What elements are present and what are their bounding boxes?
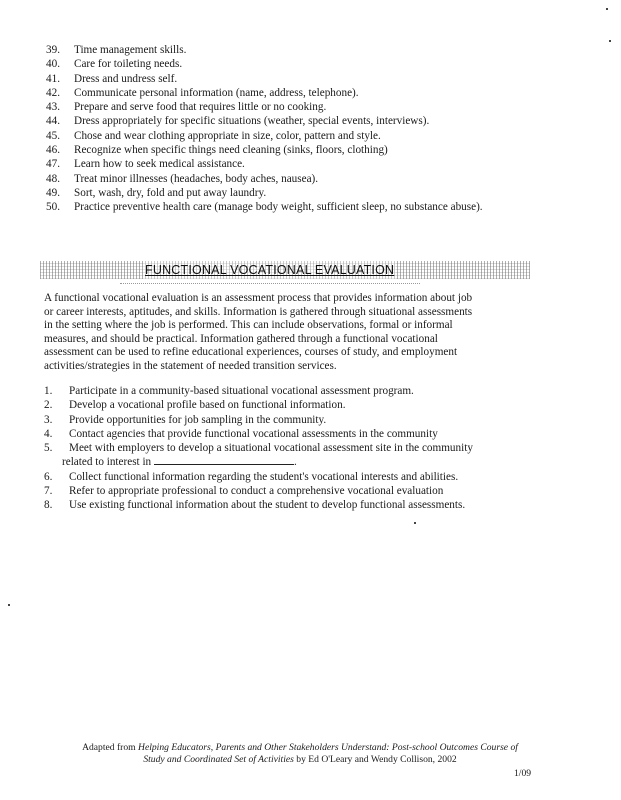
page-number: 1/09 bbox=[514, 768, 532, 779]
scan-speck bbox=[8, 604, 10, 606]
list-item: 45. Chose and wear clothing appropriate in size, color, pattern and style. bbox=[46, 129, 381, 142]
list-item: 7. Refer to appropriate professional to conduct a comprehensive vocational evaluation bbox=[44, 485, 444, 498]
fill-in-blank bbox=[154, 455, 294, 465]
skills-list bbox=[46, 43, 606, 215]
list-item: 39. Time management skills. bbox=[46, 44, 187, 56]
list-item-continuation: related to interest in . bbox=[62, 456, 297, 469]
paragraph-line: or career interests, aptitudes, and skills. Information is gathered through situational assessments bbox=[44, 305, 473, 318]
list-item: 48. Treat minor illnesses (headaches, body aches, nausea). bbox=[46, 172, 319, 185]
paragraph-line: A functional vocational evaluation is an assessment process that provides information about job bbox=[44, 292, 473, 304]
activities-list bbox=[44, 384, 564, 513]
list-item: 3. Provide opportunities for job sampling in the community. bbox=[44, 413, 327, 426]
citation-title-cont: Study and Coordinated Set of Activities bbox=[143, 754, 294, 765]
list-item: 47. Learn how to seek medical assistance. bbox=[46, 158, 245, 171]
citation-title: Helping Educators, Parents and Other Stakeholders Understand: Post-school Outcomes Course of bbox=[138, 742, 518, 753]
scan-speck bbox=[609, 40, 611, 42]
list-item: 2. Develop a vocational profile based on functional information. bbox=[44, 399, 346, 412]
list-item: 43. Prepare and serve food that requires little or no cooking. bbox=[46, 101, 327, 114]
paragraph-line: activities/strategies in the statement of needed transition services. bbox=[44, 359, 337, 372]
intro-paragraph bbox=[44, 292, 544, 374]
list-item: 49. Sort, wash, dry, fold and put away laundry. bbox=[46, 186, 267, 199]
section-header-bar bbox=[40, 261, 530, 279]
list-item: 8. Use existing functional information about the student to develop functional assessments. bbox=[44, 499, 466, 512]
divider bbox=[120, 283, 420, 284]
scan-speck bbox=[414, 522, 416, 524]
section-title: FUNCTIONAL VOCATIONAL EVALUATION bbox=[145, 263, 395, 277]
paragraph-line: in the setting where the job is performed. This can include observations, formal or informal bbox=[44, 319, 453, 332]
list-item: 41. Dress and undress self. bbox=[46, 72, 178, 85]
paragraph-line: measures, and should be practical. Information gathered through a functional vocational bbox=[44, 332, 438, 345]
list-item: 5. Meet with employers to develop a situational vocational assessment site in the community bbox=[44, 442, 473, 455]
list-item: 42. Communicate personal information (name, address, telephone). bbox=[46, 86, 359, 99]
citation-footer: Adapted from Helping Educators, Parents and Other Stakeholders Understand: Post-school Outcomes Course of Study and Coordinated Set of Activities by Ed O'Leary and Wendy Collison, 2002 bbox=[82, 742, 518, 765]
paragraph-line: assessment can be used to refine educational experiences, courses of study, and employment bbox=[44, 346, 458, 359]
list-item: 44. Dress appropriately for specific situations (weather, special events, interviews). bbox=[46, 115, 430, 128]
list-item: 46. Recognize when specific things need cleaning (sinks, floors, clothing) bbox=[46, 144, 388, 157]
scan-speck bbox=[606, 8, 608, 10]
list-item: 4. Contact agencies that provide functional vocational assessments in the community bbox=[44, 427, 438, 440]
list-item: 40. Care for toileting needs. bbox=[46, 58, 183, 71]
list-item: 50. Practice preventive health care (manage body weight, sufficient sleep, no substance abuse). bbox=[46, 201, 483, 214]
list-item: 6. Collect functional information regarding the student's vocational interests and abilities. bbox=[44, 470, 459, 483]
list-item: 1. Participate in a community-based situational vocational assessment program. bbox=[44, 385, 414, 397]
